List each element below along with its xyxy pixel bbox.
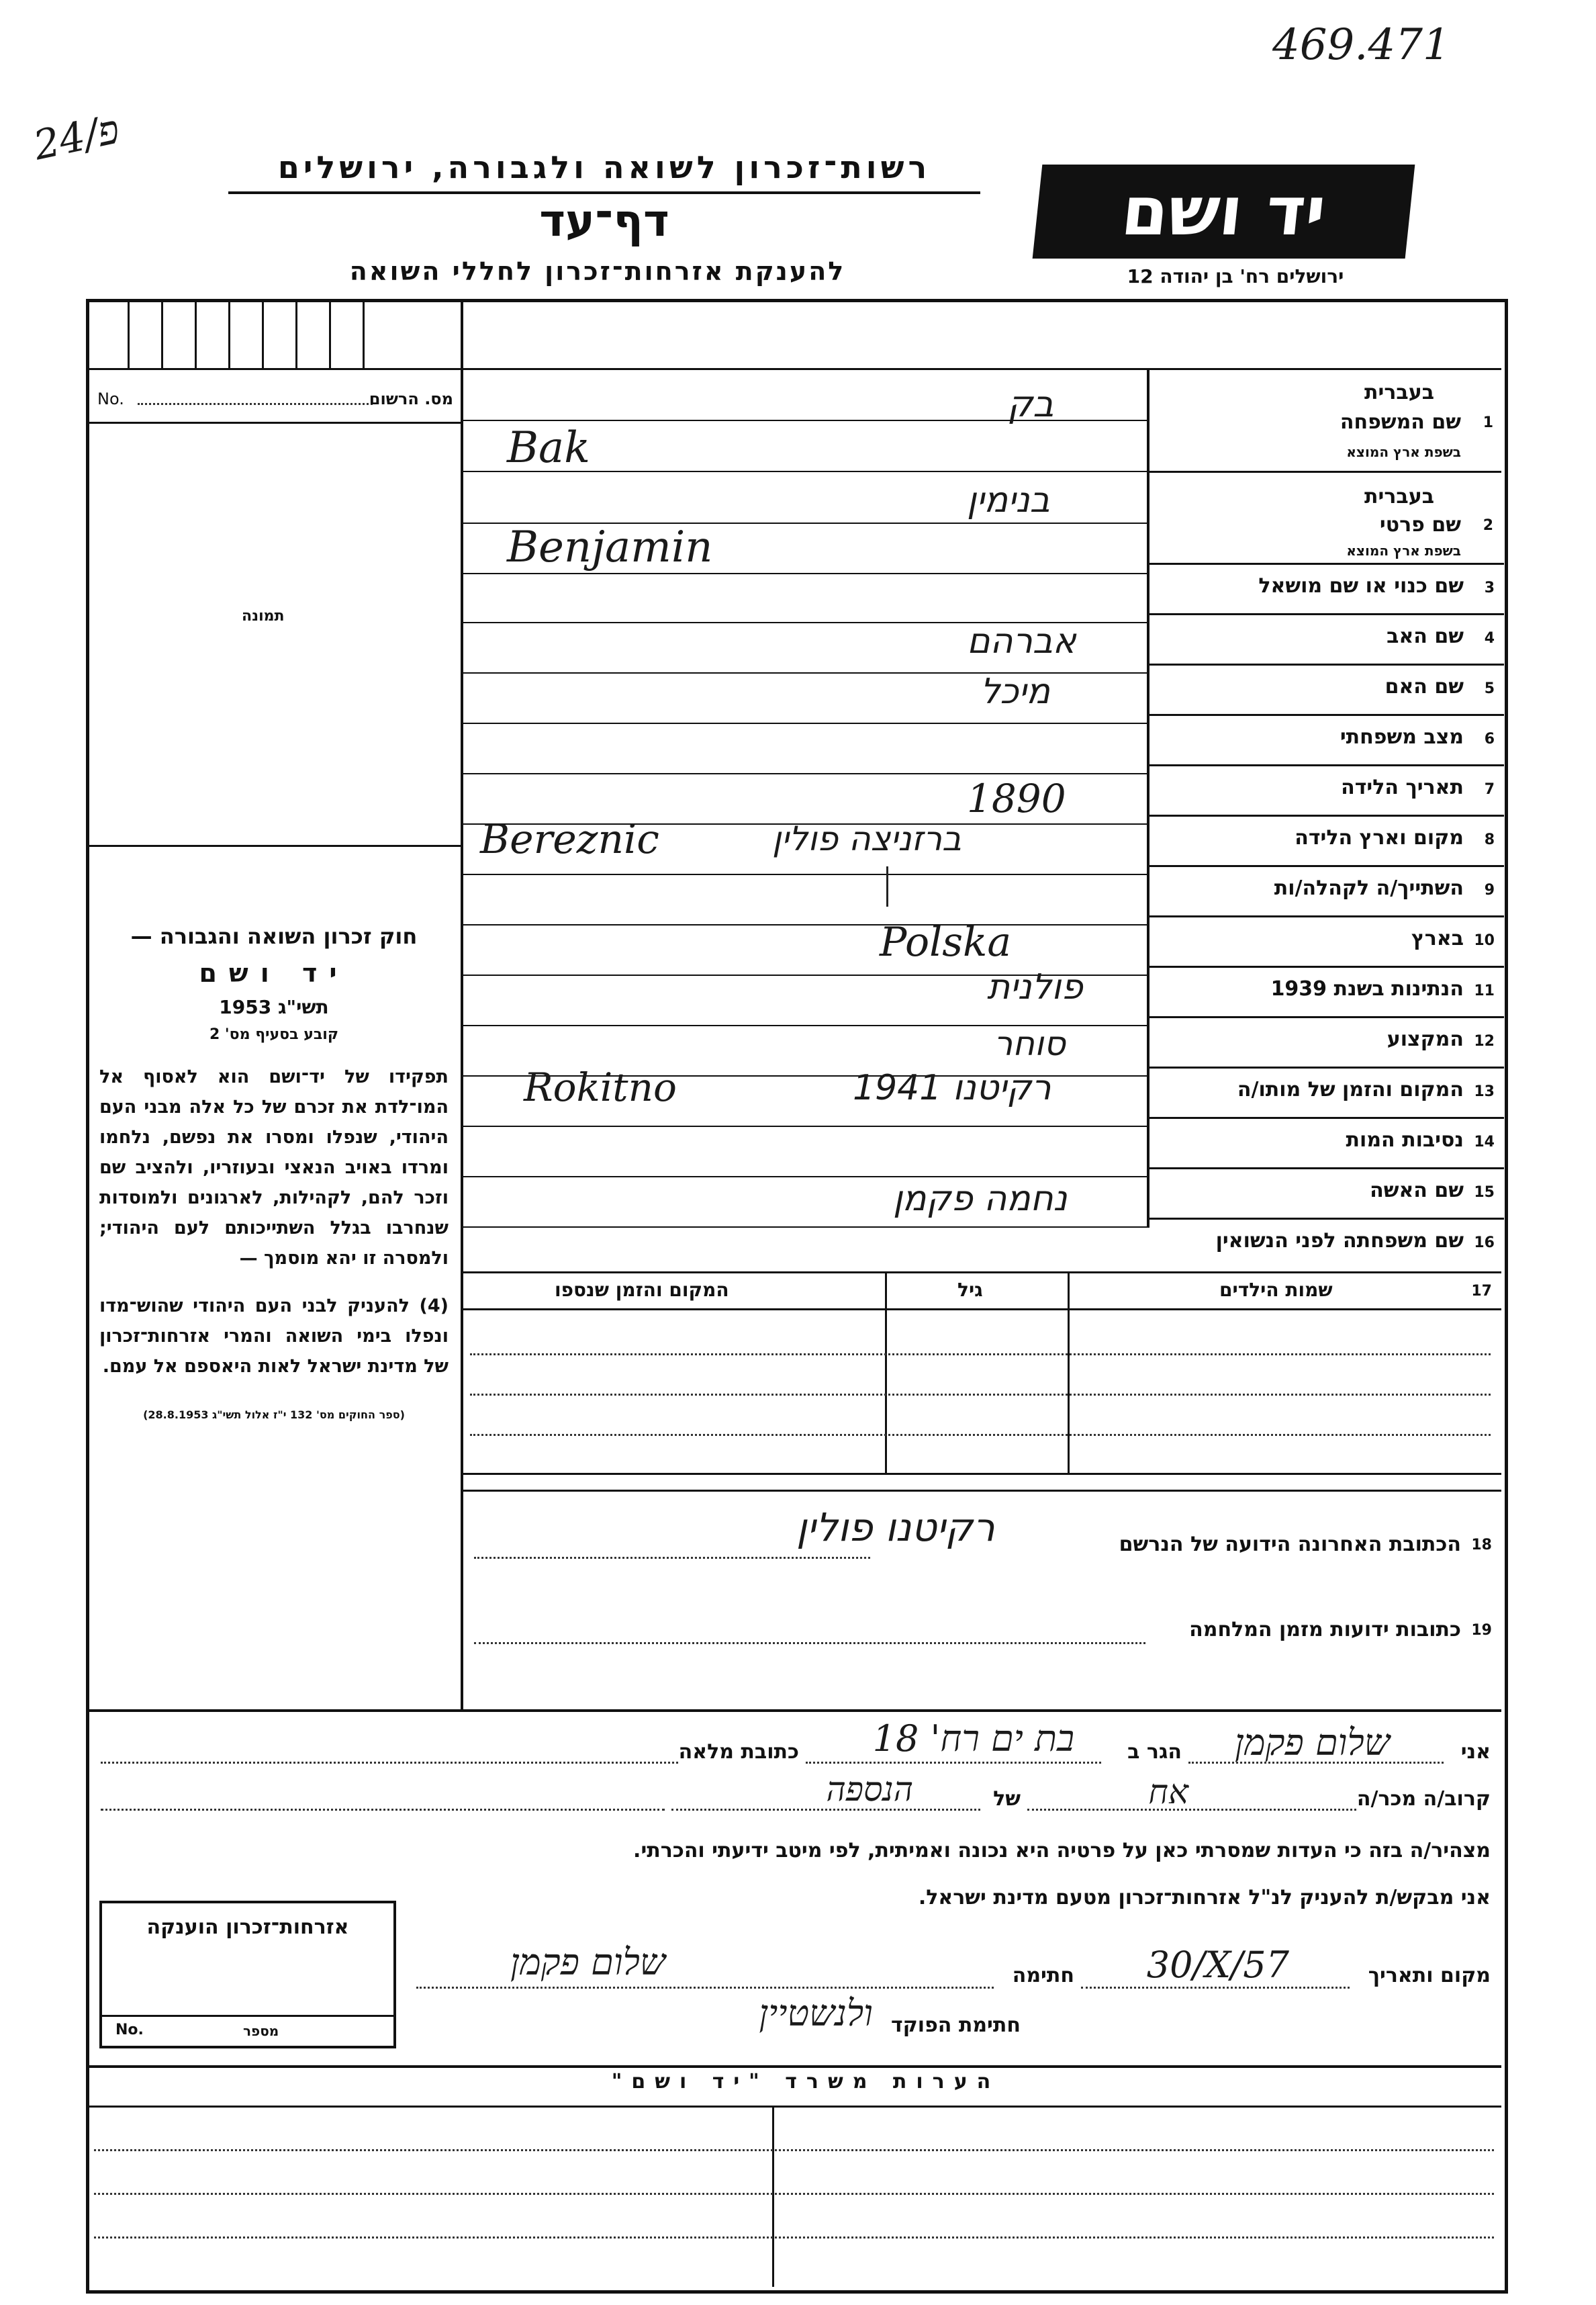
field-label: המקצוע bbox=[1387, 1028, 1464, 1051]
father-name: אברהם bbox=[967, 621, 1076, 662]
field-label: נסיבות המות bbox=[1346, 1128, 1464, 1152]
field-number: 5 bbox=[1484, 680, 1495, 697]
registration-number: No. מס. הרשום bbox=[97, 390, 453, 408]
field-number: 3 bbox=[1484, 580, 1495, 596]
field-10 bbox=[1149, 915, 1504, 968]
field-11 bbox=[1149, 966, 1504, 1018]
field-14 bbox=[1149, 1117, 1504, 1169]
children-header: המקום והזמן שנספו גיל שמות הילדים 17 bbox=[555, 1279, 1492, 1301]
field-label: מקום וארץ הלידה bbox=[1295, 826, 1464, 850]
officer-signature: חתימת הפוקד ולנשטיין bbox=[759, 1992, 1021, 2037]
header-authority: רשות־זכרון לשואה ולגבורה, ירושלים bbox=[277, 149, 931, 185]
field-number: 15 bbox=[1474, 1184, 1495, 1201]
field-number: 14 bbox=[1474, 1134, 1495, 1150]
header-underline bbox=[228, 191, 980, 194]
country: Polska bbox=[880, 919, 1012, 966]
field-number: 12 bbox=[1474, 1033, 1495, 1050]
surname-hebrew: בק bbox=[1007, 383, 1054, 425]
field-number: 11 bbox=[1474, 983, 1495, 999]
death-place-hebrew: רקיטנו 1941 bbox=[853, 1068, 1051, 1108]
field-number: 4 bbox=[1484, 630, 1495, 647]
field-label: שם האשה bbox=[1370, 1179, 1464, 1202]
logo-address: ירושלים רח' בן יהודה 12 bbox=[1127, 265, 1344, 287]
field-3 bbox=[1149, 563, 1504, 615]
death-place-latin: Rokitno bbox=[524, 1065, 677, 1110]
declaration-line-1: אני שלום פקמן הגר ב בת ים רח' 18 כתובת מלאה bbox=[94, 1736, 1491, 1776]
field-number: 10 bbox=[1474, 932, 1495, 949]
field-15 bbox=[1149, 1167, 1504, 1220]
request-statement: אני מבקש/ת להעניק לנ"ל אזרחות־זכרון מטעם מדינת ישראל. bbox=[918, 1886, 1491, 1909]
logo-text: יד ושם bbox=[1117, 172, 1330, 251]
field-4 bbox=[1149, 613, 1504, 666]
birthplace-hebrew: ברזניצה פולין bbox=[772, 819, 961, 858]
firstname-latin: Benjamin bbox=[507, 523, 713, 572]
law-block: חוק זכרון השואה והגבורה — יד ושם תשי"ג 1953 קובע בסעיף מס' 2 תפקידו של יד־ושם הוא לאסוף אל המו־לדת את זכרם של כל אלה מבני העם היהודי, שנפלו ומסרו את נפשם, נלחמו ומרדו באויב הנאצי ובעוזריו, ולהציב שם וזכר להם, לקהילות, לארגונים ולמוסדות שנחרבו בגלל השתייכותם לעם היהודי; ולמסרה זו יהא מוסמך — (4) להעניק לבני העם היהודי שהוש־מדו ונפלו בימי השואה והמרי אזרחות־זכרון של מדינת ישראל לאות היאספם אל עמם. (ספר החוקים מס' 132 י"ז אלול תשי"ג 28.8.1953) bbox=[99, 923, 449, 1421]
signature-line: מקום ותאריך 30/X/57 חתימה שלום פקמן bbox=[416, 1961, 1491, 2001]
nationality-1939: פולנית bbox=[987, 967, 1083, 1007]
field-9 bbox=[1149, 865, 1504, 917]
field-label: שם כנוי או שם מושאל bbox=[1258, 574, 1464, 598]
field-2: בעברית שם פרטי 2 בשפת ארץ המוצא bbox=[1346, 485, 1493, 559]
photo-label: תמונה bbox=[242, 608, 285, 625]
field-label: שם האם bbox=[1384, 675, 1464, 698]
field-8 bbox=[1149, 815, 1504, 867]
field-7 bbox=[1149, 764, 1504, 817]
digit-boxes bbox=[128, 302, 461, 368]
field-1: בעברית שם המשפחה 1 בשפת ארץ המוצא bbox=[1340, 381, 1493, 460]
citizenship-stamp: אזרחות־זכרון הוענקה No. מספר bbox=[99, 1901, 396, 2048]
field-6 bbox=[1149, 714, 1504, 766]
field-number: 16 bbox=[1474, 1234, 1495, 1251]
mother-name: מיכל bbox=[980, 672, 1050, 712]
field-16 bbox=[1149, 1218, 1504, 1270]
field-13 bbox=[1149, 1067, 1504, 1119]
field-label: הנתינות בשנת 1939 bbox=[1270, 977, 1464, 1001]
field-label: המקום והזמן של מותו/ה bbox=[1237, 1078, 1464, 1101]
wife-name: נחמה פקמן bbox=[893, 1179, 1068, 1219]
page-title: דף־עד bbox=[539, 195, 669, 246]
field-18: הכתובת האחרונה הידועה של הנרשם 18 רקיטנו פולין bbox=[461, 1518, 1501, 1578]
field-number: 6 bbox=[1484, 731, 1495, 748]
field-label: השתייך/ה לקהלה/ות bbox=[1274, 876, 1464, 900]
remarks-title: הערות משרד "יד ושם" bbox=[611, 2070, 1000, 2093]
field-19: כתובות ידועות מזמן המלחמה 19 bbox=[461, 1609, 1501, 1656]
field-label: תאריך הלידה bbox=[1341, 776, 1464, 799]
surname-latin: Bak bbox=[507, 423, 590, 473]
corner-mark: 24/פ bbox=[30, 105, 124, 170]
page-subtitle: להענקת אזרחות־זכרון לחללי השואה bbox=[349, 257, 846, 286]
declaration-line-2: קרוב/ה מכר/ה אח של הנספה bbox=[94, 1783, 1491, 1823]
last-address: רקיטנו פולין bbox=[796, 1504, 995, 1550]
profession: סוחר bbox=[994, 1024, 1066, 1063]
declaration-statement: מצהיר/ה בזה כי העדות שמסרתי כאן על פרטיה היא נכונה ואמיתית, לפי מיטב ידיעתי והכרתי. bbox=[633, 1839, 1491, 1862]
field-label: שם משפחתה לפני הנשואין bbox=[1215, 1229, 1464, 1253]
field-number: 7 bbox=[1484, 781, 1495, 798]
field-label: בארץ bbox=[1411, 927, 1464, 950]
birthplace-latin: Bereznic bbox=[480, 816, 659, 863]
field-label: מצב משפחתי bbox=[1340, 725, 1464, 749]
field-number: 9 bbox=[1484, 882, 1495, 899]
birth-date: 1890 bbox=[967, 776, 1066, 821]
pen-stroke bbox=[886, 866, 888, 907]
field-12 bbox=[1149, 1016, 1504, 1069]
field-label: שם האב bbox=[1387, 625, 1464, 648]
field-5 bbox=[1149, 664, 1504, 716]
firstname-hebrew: בנימין bbox=[967, 480, 1050, 521]
archive-number: 469.471 bbox=[1272, 20, 1450, 70]
field-number: 13 bbox=[1474, 1083, 1495, 1100]
field-number: 8 bbox=[1484, 831, 1495, 848]
yad-vashem-logo bbox=[1033, 165, 1415, 259]
